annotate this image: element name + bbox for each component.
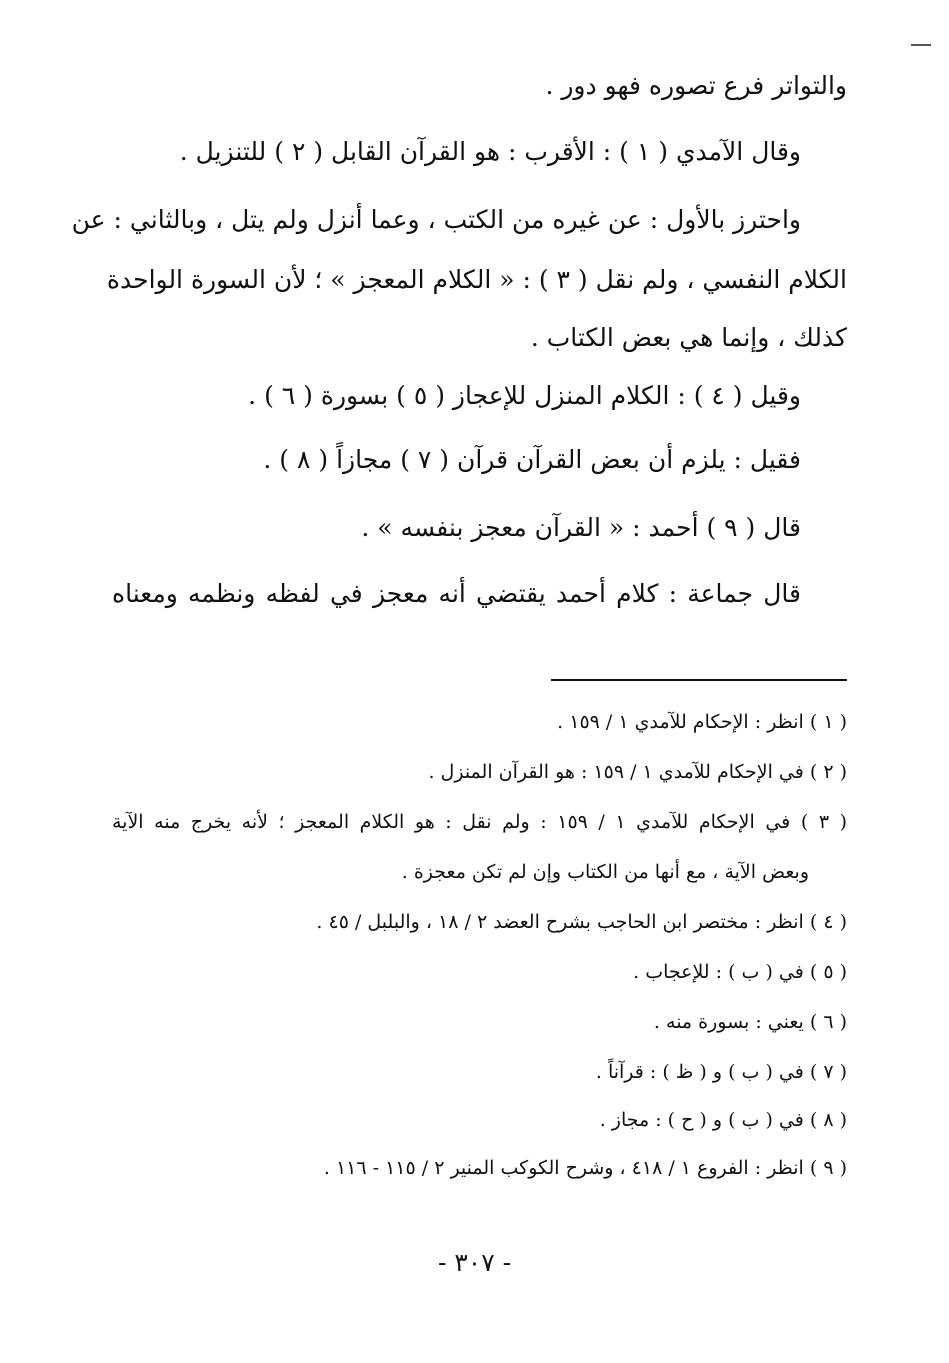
page-number: - ٣٠٧ - — [437, 1248, 512, 1277]
footnote-1: ( ١ ) انظر : الإحكام للآمدي ١ / ١٥٩ . — [557, 711, 847, 733]
footnote-7: ( ٧ ) في ( ب ) و ( ظ ) : قرآناً . — [595, 1061, 847, 1083]
corner-mark — [911, 44, 931, 46]
footnote-8: ( ٨ ) في ( ب ) و ( ح ) : مجاز . — [599, 1109, 847, 1131]
footnote-3: ( ٣ ) في الإحكام للآمدي ١ / ١٥٩ : ولم نقل : هو الكلام المعجز ؛ لأنه يخرج منه الآية — [112, 811, 848, 833]
text-line-7: فقيل : يلزم أن بعض القرآن قرآن ( ٧ ) مجازاً ( ٨ ) . — [263, 445, 801, 474]
text-line-5: كذلك ، وإنما هي بعض الكتاب . — [530, 323, 847, 352]
footnote-9: ( ٩ ) انظر : الفروع ١ / ٤١٨ ، وشرح الكوكب المنير ٢ / ١١٥ - ١١٦ . — [323, 1157, 847, 1179]
footnote-3-continued: وبعض الآية ، مع أنها من الكتاب وإن لم تكن معجزة . — [401, 861, 809, 883]
text-line-6: وقيل ( ٤ ) : الكلام المنزل للإعجاز ( ٥ ) بسورة ( ٦ ) . — [248, 381, 801, 410]
footnote-6: ( ٦ ) يعني : بسورة منه . — [653, 1011, 847, 1033]
text-line-3: واحترز بالأول : عن غيره من الكتب ، وعما أنزل ولم يتل ، وبالثاني : عن — [71, 205, 801, 234]
text-line-2: وقال الآمدي ( ١ ) : الأقرب : هو القرآن القابل ( ٢ ) للتنزيل . — [179, 137, 801, 166]
footnote-2: ( ٢ ) في الإحكام للآمدي ١ / ١٥٩ : هو القرآن المنزل . — [428, 761, 847, 783]
text-line-4: الكلام النفسي ، ولم نقل ( ٣ ) : « الكلام المعجز » ؛ لأن السورة الواحدة — [106, 265, 847, 294]
footnote-separator — [551, 679, 847, 681]
footnote-5: ( ٥ ) في ( ب ) : للإعجاب . — [633, 961, 847, 983]
text-line-1: والتواتر فرع تصوره فهو دور . — [545, 71, 847, 100]
text-line-9: قال جماعة : كلام أحمد يقتضي أنه معجز في لفظه ونظمه ومعناه — [112, 579, 801, 608]
text-line-8: قال ( ٩ ) أحمد : « القرآن معجز بنفسه » . — [361, 513, 801, 542]
footnote-4: ( ٤ ) انظر : مختصر ابن الحاجب بشرح العضد ٢ / ١٨ ، والبلبل / ٤٥ . — [316, 911, 847, 933]
